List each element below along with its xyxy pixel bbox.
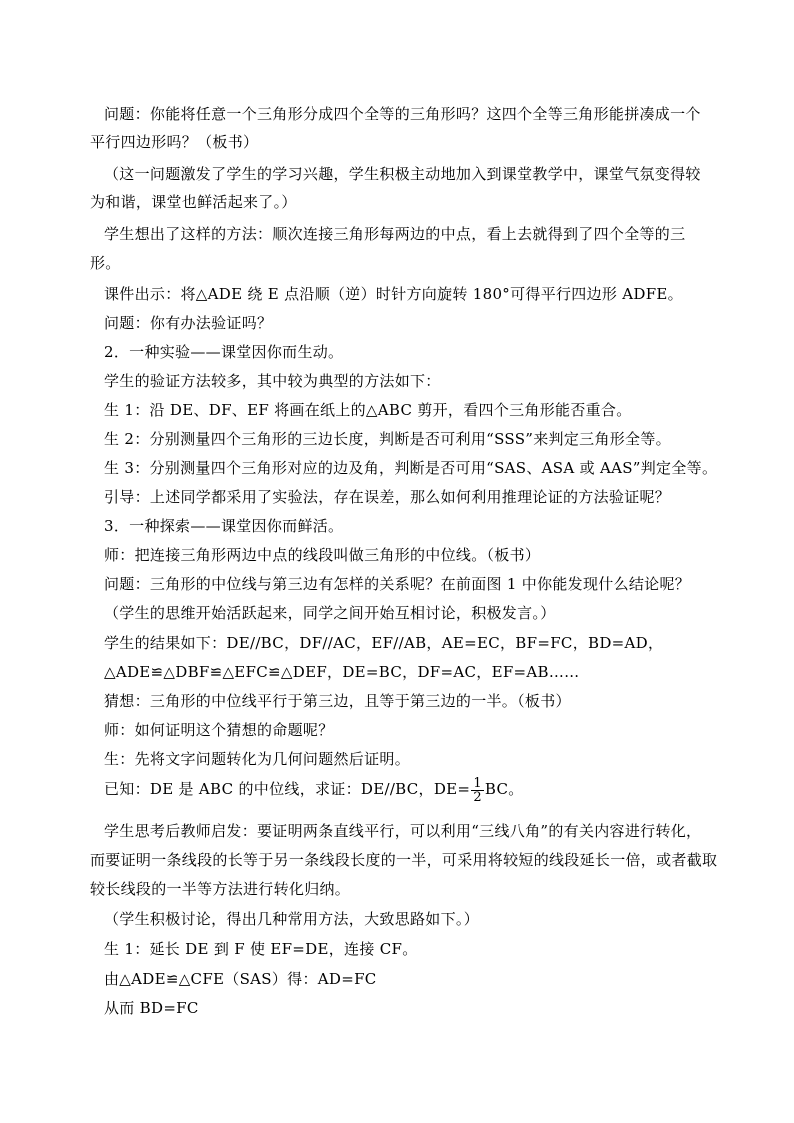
text-line: 由△ADE≌△CFE（SAS）得：AD=FC (104, 970, 377, 988)
text-line: 而要证明一条线段的长等于另一条线段长度的一半，可采用将较短的线段延长一倍，或者截取 (90, 851, 718, 869)
text-line: （这一问题激发了学生的学习兴趣，学生积极主动地加入到课堂教学中，课堂气氛变得较 (104, 165, 701, 183)
text-line: 从而 BD=FC (104, 999, 199, 1017)
text-line: 问题：三角形的中位线与第三边有怎样的关系呢？在前面图 1 中你能发现什么结论呢？ (104, 575, 691, 593)
text-line: 为和谐，课堂也鲜活起来了。） (90, 193, 297, 211)
text-line: 生 2：分别测量四个三角形的三边长度，判断是否可利用“SSS”来判定三角形全等。 (104, 430, 671, 448)
section-heading: 2．一种实验——课堂因你而生动。 (104, 343, 344, 361)
text-line: 平行四边形吗？（板书） (90, 133, 259, 151)
text-line: △ADE≌△DBF≌△EFC≌△DEF，DE=BC，DF=AC，EF=AB…… (104, 663, 580, 681)
text-line: 生 1：延长 DE 到 F 使 EF=DE，连接 CF。 (104, 940, 418, 958)
text-line: 较长线段的一半等方法进行转化归纳。 (90, 880, 351, 898)
text-line: 学生思考后教师启发：要证明两条直线平行，可以利用“三线八角”的有关内容进行转化， (104, 822, 702, 840)
text-line: 问题：你能将任意一个三角形分成四个全等的三角形吗？这四个全等三角形能拼凑成一个 (104, 105, 701, 123)
text-line: 猜想：三角形的中位线平行于第三边，且等于第三边的一半。（板书） (104, 692, 571, 710)
text-line: 课件出示：将△ADE 绕 E 点沿顺（逆）时针方向旋转 180°可得平行四边形 ADFE。 (104, 285, 683, 303)
text-line: 生 3：分别测量四个三角形对应的边及角，判断是否可用“SAS、ASA 或 AAS”判定全等。 (104, 459, 718, 477)
fraction-numerator: 1 (473, 775, 482, 791)
text-line: （学生的思维开始活跃起来，同学之间开始互相讨论，积极发言。） (104, 604, 556, 622)
text-line: （学生积极讨论，得出几种常用方法，大致思路如下。） (104, 910, 480, 928)
fraction-denominator: 2 (473, 789, 482, 805)
given-suffix: BC。 (484, 780, 524, 798)
text-line: 学生的结果如下：DE//BC，DF//AC，EF//AB，AE=EC，BF=FC，BD=AD， (104, 634, 664, 652)
given-prefix: 已知：DE 是 ABC 的中位线，求证：DE//BC，DE= (104, 780, 471, 798)
text-line: 引导：上述同学都采用了实验法，存在误差，那么如何利用推理论证的方法验证呢？ (104, 488, 671, 506)
text-line: 学生想出了这样的方法：顺次连接三角形每两边的中点，看上去就得到了四个全等的三 (104, 225, 686, 243)
given-line (104, 774, 524, 804)
text-line: 生：先将文字问题转化为几何问题然后证明。 (104, 750, 411, 768)
text-line: 形。 (90, 254, 121, 272)
text-line: 师：把连接三角形两边中点的线段叫做三角形的中位线。（板书） (104, 546, 541, 564)
fraction-one-half (471, 777, 484, 804)
text-line: 学生的验证方法较多，其中较为典型的方法如下： (104, 372, 441, 390)
text-line: 问题：你有办法验证吗？ (104, 314, 273, 332)
text-line: 师：如何证明这个猜想的命题呢？ (104, 721, 334, 739)
section-heading: 3．一种探索——课堂因你而鲜活。 (104, 517, 344, 535)
text-line: 生 1：沿 DE、DF、EF 将画在纸上的△ABC 剪开，看四个三角形能否重合。 (104, 401, 632, 419)
